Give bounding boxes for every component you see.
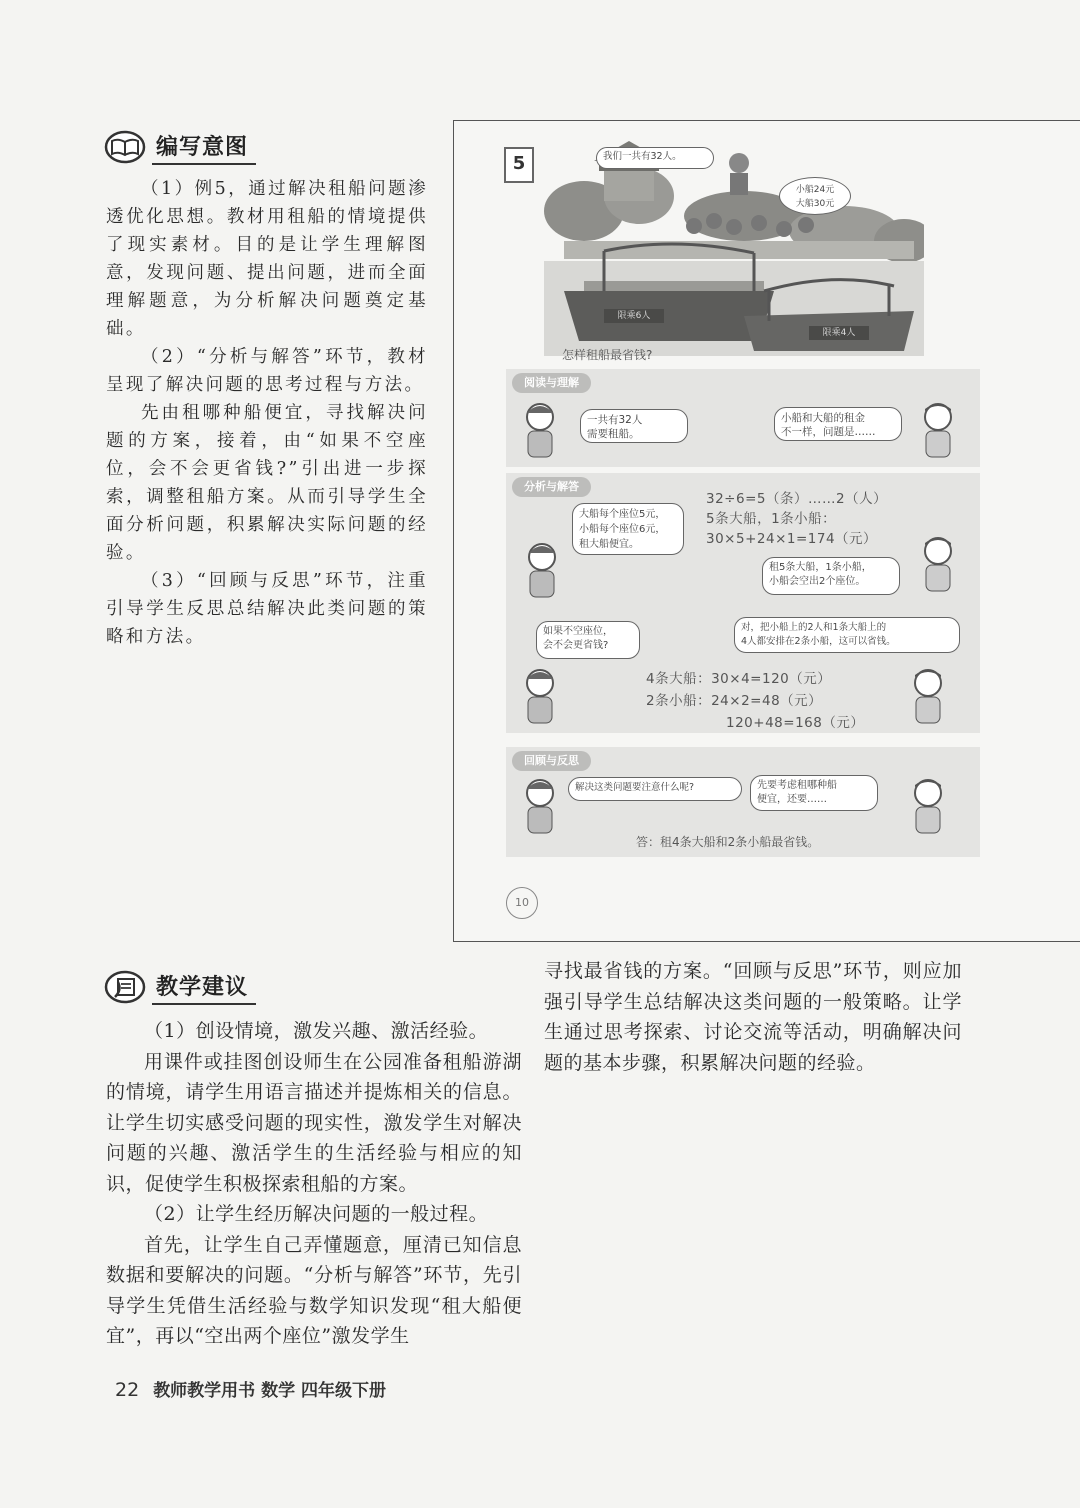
teaching-suggestions-left [106,1016,522,1352]
math-line: 5条大船，1条小船： [706,511,837,527]
stage-review-reflect [506,747,980,857]
girl-icon [518,775,562,835]
girl-icon [520,539,564,599]
paragraph: （1）创设情境，激发兴趣、激活经验。 [144,1020,489,1042]
girl-icon [518,399,562,459]
stage-tab-analyze: 分析与解答 [512,477,591,497]
speech-bubble-right: 先要考虑租哪种船 便宜，还要…… [750,775,878,811]
stage-tab-review: 回顾与反思 [512,751,591,771]
page-footer [115,1376,386,1401]
section-header-teaching-suggestions [104,968,256,1005]
speech-bubble-question: 如果不空座位， 会不会更省钱? [536,621,640,659]
math-line: 2条小船：24×2=48（元） [646,693,823,709]
boy-icon [906,775,950,835]
example-answer: 答：租4条大船和2条小船最省钱。 [636,835,820,849]
stage-read-understand [506,369,980,467]
section-title: 编写意图 [152,128,256,165]
teaching-suggestions-right [544,956,962,1078]
boy-icon [916,399,960,459]
section-title: 教学建议 [152,968,256,1005]
big-boat-label: 限乘6人 [604,309,664,323]
speech-bubble-answer: 对，把小船上的2人和1条大船上的 4人都安排在2条小船，这可以省钱。 [734,617,960,653]
speech-bubble-left: 解决这类问题要注意什么呢? [568,777,742,801]
speech-bubble-people: 我们一共有32人。 [596,147,714,169]
paragraph: 寻找最省钱的方案。“回顾与反思”环节，则应加强引导学生总结解决这类问题的一般策略。让学生通过思考探索、讨论交流等活动，明确解决问题的基本步骤，积累解决问题的经验。 [544,960,962,1074]
math-line: 4条大船：30×4=120（元） [646,671,832,687]
example-number: 5 [504,147,534,183]
paragraph: （1）例5，通过解决租船问题渗透优化思想。教材用租船的情境提供了现实素材。目的是让学生理解图意，发现问题、提出问题，进而全面理解题意，为分析解决问题奠定基础。 [106,179,428,339]
paragraph: 先由租哪种船便宜，寻找解决问题的方案，接着，由“如果不空座位，会不会更省钱?”引出进一步探索，调整租船方案。从而引导学生全面分析问题，积累解决实际问题的经验。 [106,403,428,563]
park-boat-illustration [544,141,924,356]
page-number: 22 [115,1379,140,1401]
girl-icon [518,665,562,725]
paragraph: （2）“分析与解答”环节，教材呈现了解决问题的思考过程与方法。 [106,347,428,395]
example-question: 怎样租船最省钱? [562,348,653,362]
paragraph: 首先，让学生自己弄懂题意，厘清已知信息数据和要解决的问题。“分析与解答”环节，先引导学生凭借生活经验与数学知识发现“租大船便宜”，再以“空出两个座位”激发学生 [106,1233,522,1347]
paragraph: （2）让学生经历解决问题的一般过程。 [144,1203,489,1225]
speech-bubble-right: 小船和大船的租金 不一样，问题是…… [774,407,902,441]
teaching-icon [104,970,146,1004]
stage-tab-read: 阅读与理解 [512,373,591,393]
math-line: 30×5+24×1=174（元） [706,531,878,547]
section-header-writing-intent [104,128,256,165]
stage-analyze-answer [506,473,980,733]
book-title: 教师教学用书 数学 四年级下册 [153,1381,387,1401]
writing-intent-text [106,175,428,651]
textbook-page-panel [453,120,1080,942]
math-line: 32÷6=5（条）……2（人） [706,491,888,507]
speech-bubble-price: 小船24元 大船30元 [779,177,851,215]
boy-icon [916,533,960,593]
speech-bubble-right: 租5条大船，1条小船， 小船会空出2个座位。 [762,557,900,595]
speech-bubble-left: 大船每个座位5元， 小船每个座位6元， 租大船便宜。 [572,503,684,555]
speech-bubble-left: 一共有32人 需要租船。 [580,409,688,443]
paragraph: （3）“回顾与反思”环节，注重引导学生反思总结解决此类问题的策略和方法。 [106,571,428,647]
small-boat-label: 限乘4人 [809,326,869,340]
boy-icon [906,665,950,725]
open-book-icon [104,130,146,164]
paragraph: 用课件或挂图创设师生在公园准备租船游湖的情境，请学生用语言描述并提炼相关的信息。让学生切实感受问题的现实性，激发学生对解决问题的兴趣、激活学生的生活经验与相应的知识，促使学生积极探索租船的方案。 [106,1050,522,1195]
math-line: 120+48=168（元） [726,715,865,731]
textbook-page-number: 10 [506,887,538,919]
